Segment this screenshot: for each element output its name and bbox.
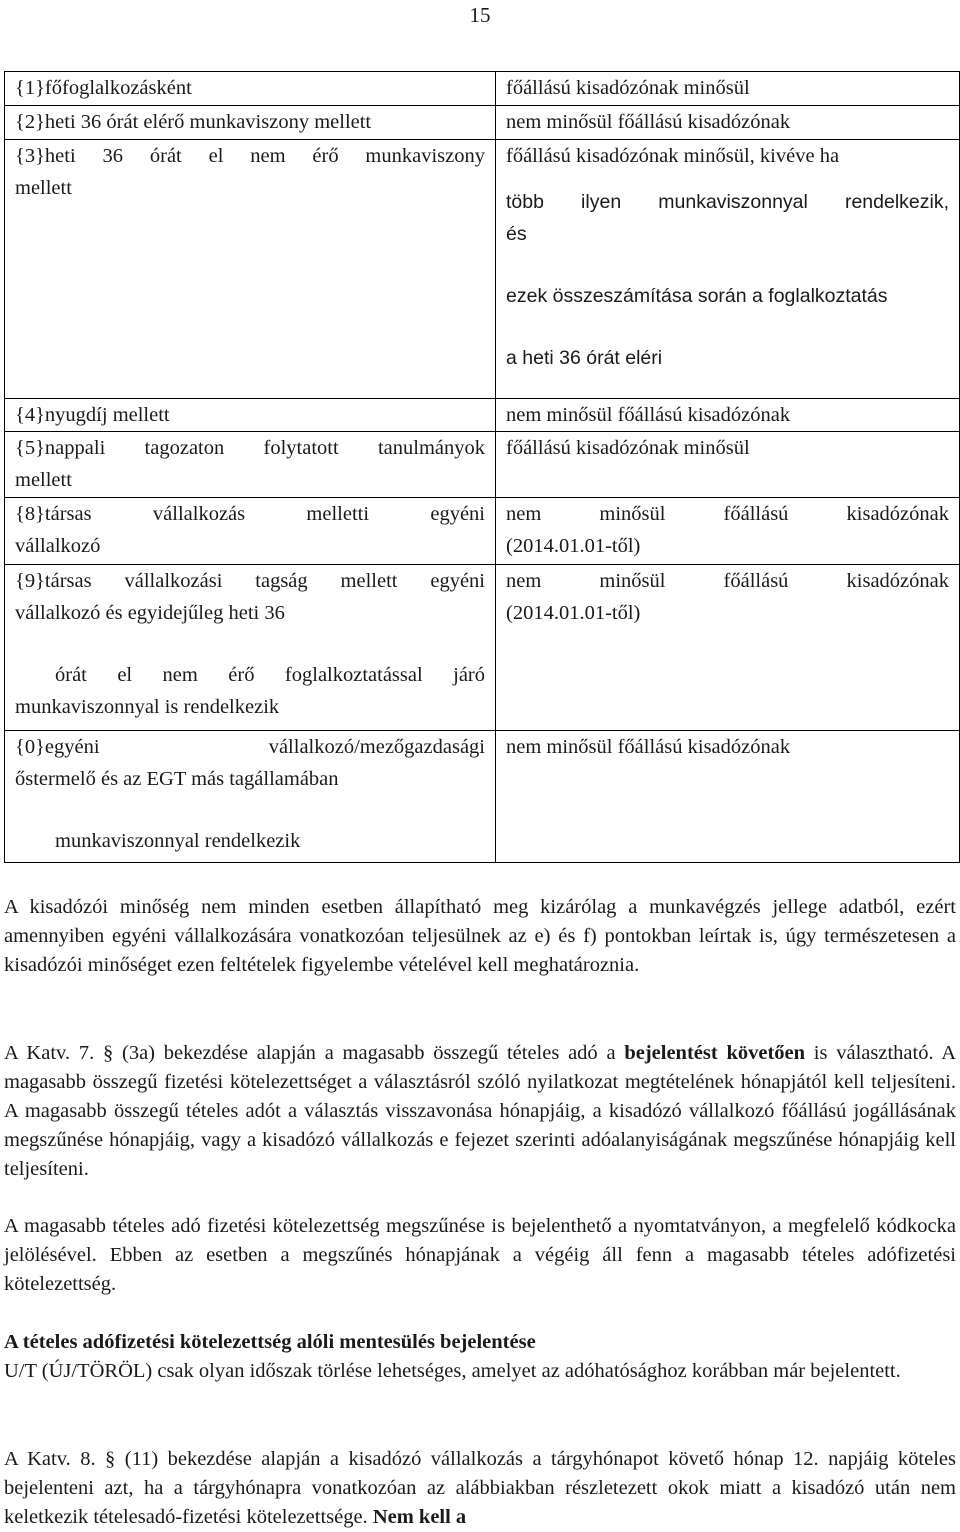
paragraph-text (4, 1445, 956, 1532)
cell-text: {4}nyugdíj mellett (15, 404, 170, 427)
paragraph-text: A magasabb tételes adó fizetési kötelezettség megszűnése is bejelenthető a nyomtatványon, a megfelelő kódkocka jelölésével. Ebben az esetben a megszűnés hónapjának a végéig áll fenn a magasabb tételes adófizetési kötelezettség. (4, 1215, 956, 1295)
table-cell-right (496, 730, 960, 862)
table-row (5, 498, 960, 564)
table-cell-right (496, 564, 960, 730)
cell-text: nem minősül főállású kisadózónak (506, 735, 791, 758)
cell-text: ezek összeszámítása során a foglalkoztatás (506, 285, 888, 308)
section-heading (4, 1328, 956, 1357)
cell-text: {0}egyéni vállalkozó/mezőgazdasági (15, 735, 485, 758)
cell-text: mellett (15, 177, 72, 200)
cell-text: {1}főfoglalkozásként (15, 77, 192, 99)
table-row (5, 72, 960, 106)
paragraph-kisadozoi-minoseg (4, 893, 956, 980)
table-cell-left (5, 564, 496, 730)
paragraph-katv-8 (4, 1445, 956, 1532)
cell-text: munkaviszonnyal rendelkezik (55, 829, 301, 852)
paragraph-bold-text: bejelentést követően (624, 1042, 806, 1064)
cell-text: vállalkozó és egyidejűleg heti 36 (15, 601, 285, 624)
cell-text: nem minősül főállású kisadózónak (506, 111, 791, 134)
table-row (5, 106, 960, 140)
paragraph-text: U/T (ÚJ/TÖRÖL) csak olyan időszak törlése lehetséges, amelyet az adóhatósághoz korábban már bejelentett. (4, 1360, 901, 1382)
cell-text: {5}nappali tagozaton folytatott tanulmányok (15, 437, 485, 460)
table-row (5, 399, 960, 432)
cell-text: munkaviszonnyal is rendelkezik (15, 695, 280, 718)
cell-text: nem minősül főállású kisadózónak (506, 503, 949, 526)
status-table (4, 71, 960, 863)
cell-text: {9}társas vállalkozási tagság mellett egyéni (15, 569, 485, 592)
cell-text: órát el nem érő foglalkoztatással járó (55, 663, 485, 686)
cell-text: vállalkozó (15, 535, 101, 558)
table-cell-left (5, 140, 496, 399)
table-cell-left (5, 498, 496, 564)
cell-text: {2}heti 36 órát elérő munkaviszony mellett (15, 111, 372, 134)
table-cell-left (5, 72, 496, 106)
table-cell-left (5, 730, 496, 862)
cell-text: nem minősül főállású kisadózónak (506, 404, 791, 427)
cell-text: (2014.01.01-től) (506, 535, 641, 558)
cell-text: főállású kisadózónak minősül (506, 437, 750, 460)
table-row (5, 730, 960, 862)
table-cell-left (5, 106, 496, 140)
paragraph-text-start: A Katv. 7. § (3a) bekezdése alapján a magasabb összegű tételes adó a (4, 1042, 625, 1064)
paragraph-bold-text: Nem kell a (372, 1506, 467, 1528)
paragraph-text-end: is választható. A magasabb összegű fizetési kötelezettséget a választásról szóló nyilatkozat megtételének hónapjától kell teljesíteni. A magasabb összegű tételes adót a választás visszavonása hónapjáig, a kisadózó vállalkozó főállású jogállásának megszűnése hónapjáig, vagy a kisadózó vállalkozás e fejezet szerinti adóalanyiságának megszűnése hónapjáig kell teljesíteni. (4, 1042, 957, 1180)
table-cell-left (5, 432, 496, 498)
table-row (5, 140, 960, 399)
paragraph-magasabb-teteles-ado (4, 1039, 956, 1184)
table-cell-right (496, 106, 960, 140)
cell-text: több ilyen munkaviszonnyal rendelkezik, (506, 191, 949, 214)
page-number: 15 (469, 3, 491, 27)
cell-text: (2014.01.01-től) (506, 601, 641, 624)
table-row (5, 564, 960, 730)
cell-text: {8}társas vállalkozás melletti egyéni (15, 503, 485, 526)
paragraph-megszunes (4, 1212, 956, 1299)
table-cell-right (496, 432, 960, 498)
cell-text: mellett (15, 469, 72, 492)
table-row (5, 432, 960, 498)
cell-text: főállású kisadózónak minősül, kivéve ha (506, 145, 840, 168)
table-cell-right (496, 399, 960, 432)
cell-text: őstermelő és az EGT más tagállamában (15, 767, 339, 790)
cell-text: a heti 36 órát eléri (506, 347, 663, 370)
paragraph-text-start: A Katv. 8. § (11) bekezdése alapján a kisadózó vállalkozás a tárgyhónapot követő hónap 12. napjáig köteles bejelenteni azt, ha a tárgyhónapra vonatkozóan az alábbiakban részletezett okok miatt a kisadózó után nem keletkezik tételesadó-fizetési kötelezettsége. (4, 1448, 956, 1528)
paragraph-text (4, 1039, 956, 1184)
table-cell-right (496, 140, 960, 399)
section-mentesules (4, 1328, 956, 1386)
cell-text: {3}heti 36 órát el nem érő munkaviszony (15, 145, 485, 168)
cell-text: főállású kisadózónak minősül (506, 77, 750, 99)
table-cell-right (496, 72, 960, 106)
section-heading-text: A tételes adófizetési kötelezettség alóli mentesülés bejelentése (4, 1331, 536, 1353)
cell-text: nem minősül főállású kisadózónak (506, 569, 949, 592)
table-cell-left (5, 399, 496, 432)
cell-text: és (506, 223, 527, 246)
paragraph-text: A kisadózói minőség nem minden esetben állapítható meg kizárólag a munkavégzés jellege adatból, ezért amennyiben egyéni vállalkozására vonatkozóan teljesülnek az e) és f) pontokban leírtak is, úgy természetesen a kisadózói minőséget ezen feltételek figyelembe vételével kell meghatároznia. (4, 896, 956, 976)
table-cell-right (496, 498, 960, 564)
